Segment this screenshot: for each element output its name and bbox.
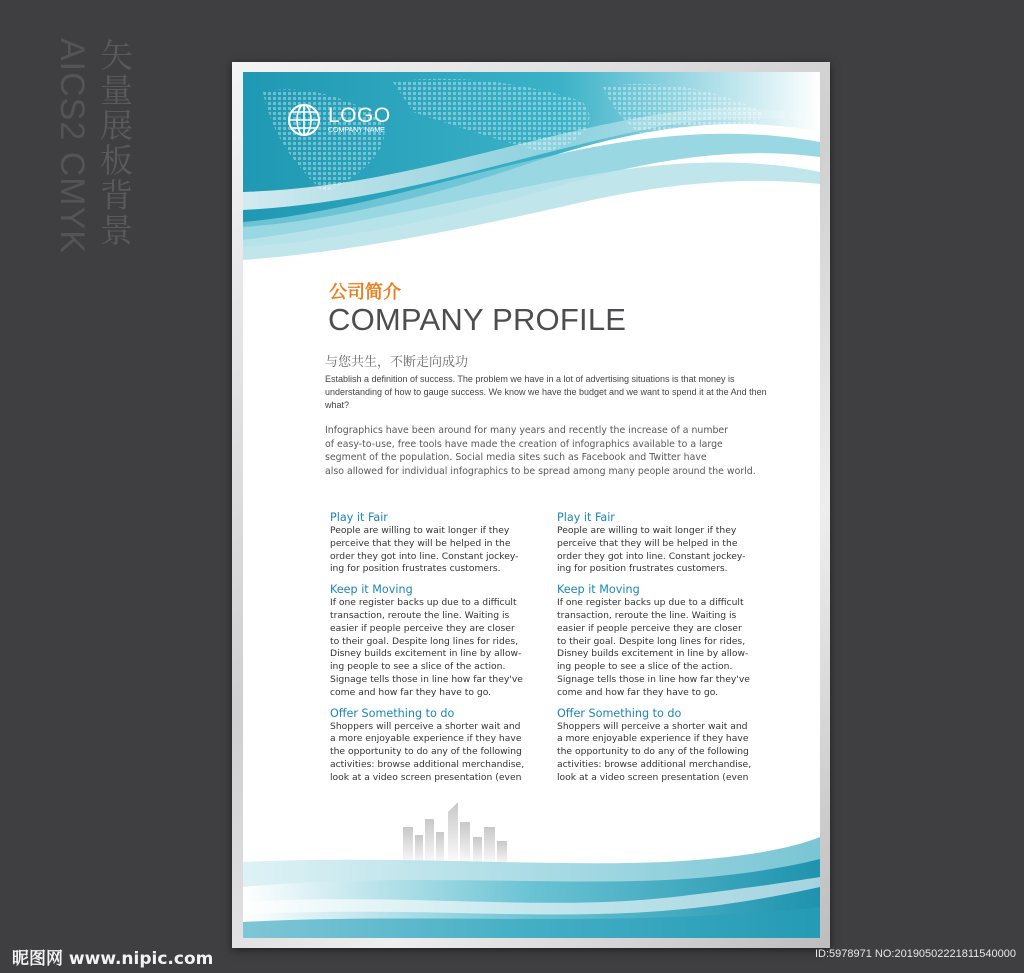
section-title: Keep it Moving [330, 583, 413, 597]
intro-text: Establish a definition of success. The problem we have in a lot of advertising situations is that money is understanding of how to gauge success. We know we have the budget and we want to spend it at the And then what? [325, 374, 767, 410]
logo-text: LOGO [328, 104, 391, 127]
poster [243, 72, 820, 938]
right-column [557, 510, 769, 791]
page-title: COMPANY PROFILE [328, 302, 627, 337]
chinese-title: 公司简介 [329, 282, 401, 303]
section-title: Play it Fair [330, 511, 388, 524]
section-body: Shoppers will perceive a shorter wait and a more enjoyable experience if they have the opportunity to do any of the following activities: browse additional merchandise, look at a video screen presentation (even [557, 720, 752, 783]
section-title: Offer Something to do [330, 706, 455, 720]
id-watermark: ID:5978971 NO:20190502221811540000 [814, 948, 1016, 960]
section-body: If one register backs up due to a difficult transaction, reroute the line. Waiting is easier if people perceive they are closer to their goal. Despite long lines for rides, Disney builds excitement in line by allow- ing people to see a slice of the action. Signage tells those in line how far they've come and how far they have to go. [330, 597, 523, 698]
side-title-english: AICS2 CMYK [53, 38, 91, 254]
side-title [52, 38, 132, 268]
left-column [330, 510, 542, 791]
section-title: Keep it Moving [557, 583, 640, 597]
section-body: Shoppers will perceive a shorter wait and a more enjoyable experience if they have the opportunity to do any of the following activities: browse additional merchandise, look at a video screen presentation (even [330, 720, 525, 783]
section-body: If one register backs up due to a difficult transaction, reroute the line. Waiting is easier if people perceive they are closer to their goal. Despite long lines for rides, Disney builds excitement in line by allow- ing people to see a slice of the action. Signage tells those in line how far they've come and how far they have to go. [557, 597, 750, 698]
side-title-chinese: 矢量展板背景 [95, 38, 134, 248]
globe-icon [286, 102, 322, 138]
section-title: Offer Something to do [557, 706, 682, 720]
logo [286, 102, 391, 138]
section-body: People are willing to wait longer if they perceive that they will be helped in the order they got into line. Constant jockey- ing for position frustrates customers. [557, 525, 746, 575]
intro-paragraph: Infographics have been around for many years and recently the increase of a number of easy-to-use, free tools have made the creation of infographics available to a large segment of the population. Social media sites such as Facebook and Twitter have also allowed for individual infographics to be spread among many people around the world. [325, 425, 756, 477]
slogan: 与您共生，不断走向成功 [325, 355, 469, 370]
company-name: COMPANY NAME [328, 127, 385, 134]
site-watermark: 昵图网 www.nipic.com [12, 949, 214, 969]
section-title: Play it Fair [557, 511, 615, 524]
section-body: People are willing to wait longer if they perceive that they will be helped in the order they got into line. Constant jockey- ing for position frustrates customers. [330, 525, 519, 575]
bottom-wave-art [243, 817, 820, 938]
